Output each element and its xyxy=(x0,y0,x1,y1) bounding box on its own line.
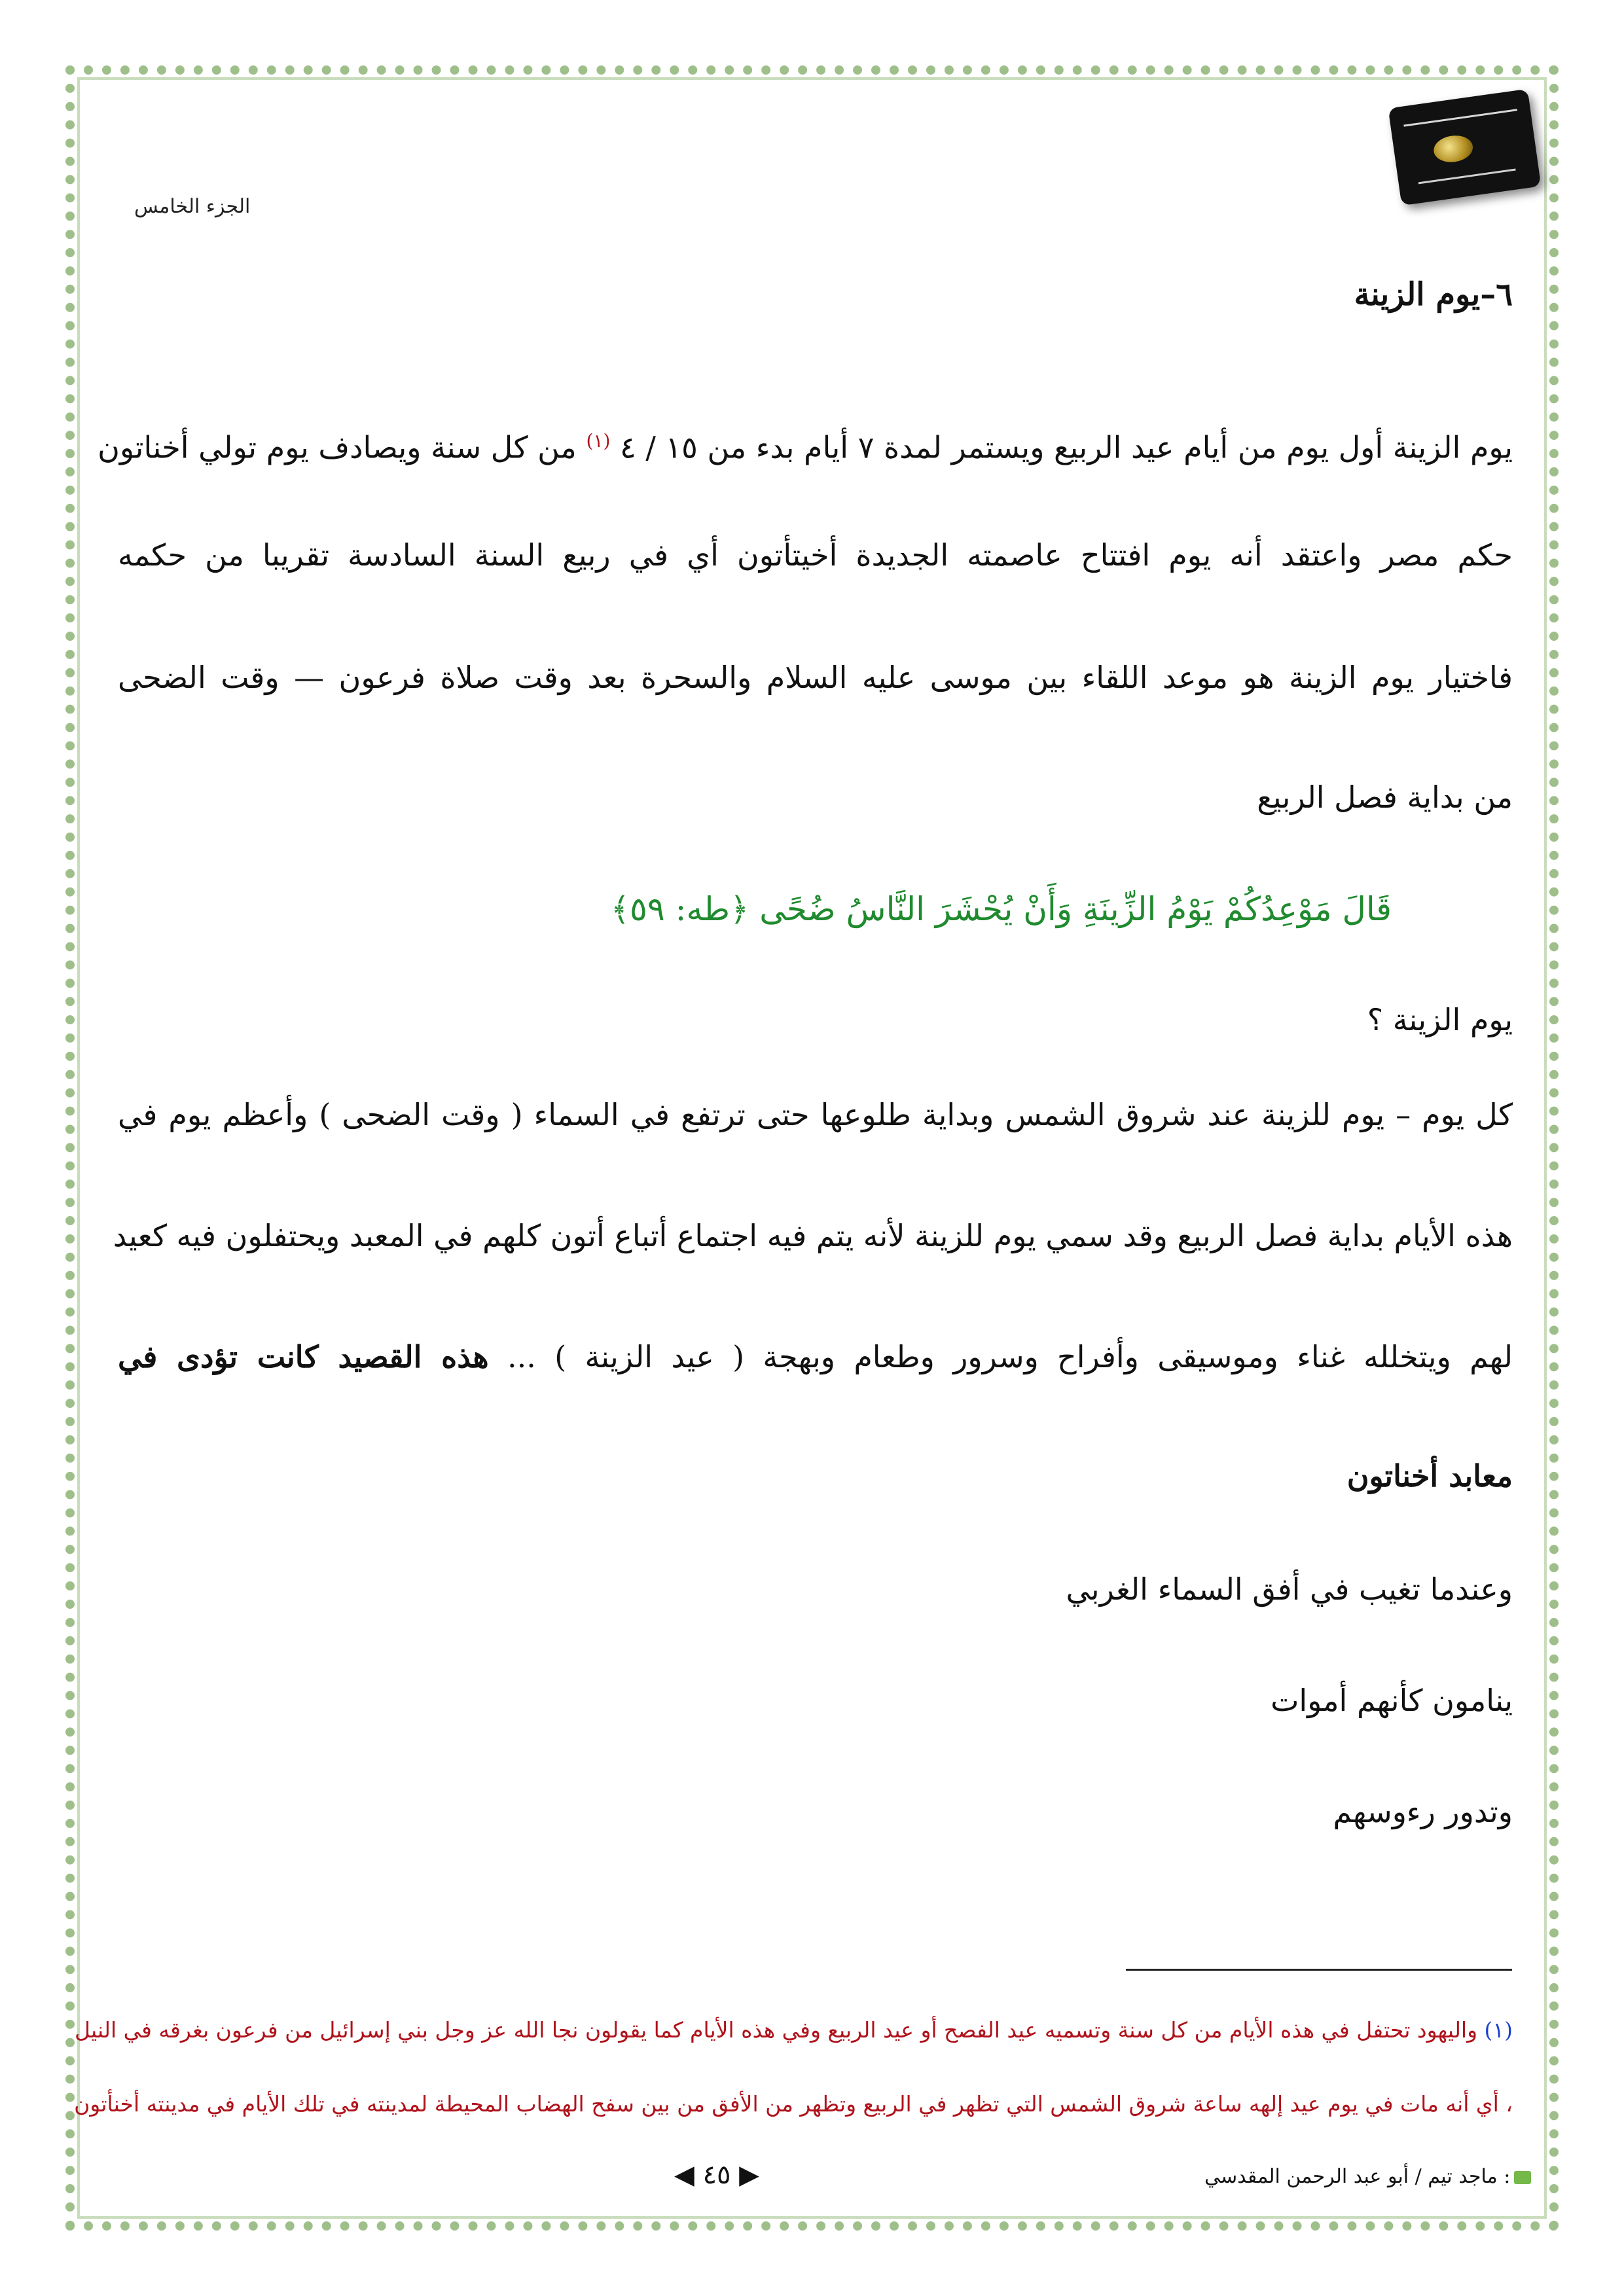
body-line-4: من بداية فصل الربيع xyxy=(1257,780,1513,815)
part-label: الجزء الخامس xyxy=(134,195,251,218)
poem-line-3: وتدور رءوسهم xyxy=(1333,1794,1513,1829)
poem-line-2: ينامون كأنهم أموات xyxy=(1271,1683,1513,1718)
section-title: ٦–يوم الزينة xyxy=(1354,276,1513,313)
footnote-separator xyxy=(1126,1969,1512,1971)
footnote-line-1: (١) واليهود تحتفل في هذه الأيام من كل سنة وتسميه عيد الفصح أو عيد الربيع وفي هذه الأيام كما يقولون نجا الله عز وجل بني إسرائيل من فرعون بغرقه في النيل xyxy=(75,2017,1513,2043)
logo-calligraphy-top xyxy=(1403,102,1517,126)
body-line-3: فاختيار يوم الزينة هو موعد اللقاء بين موسى عليه السلام والسحرة بعد وقت صلاة فرعون — وقت الضحى xyxy=(118,660,1513,695)
question-line: يوم الزينة ؟ xyxy=(1367,1002,1513,1037)
page-border xyxy=(65,65,1559,2231)
para2-line-2: هذه الأيام بداية فصل الربيع وقد سمي يوم للزينة لأنه يتم فيه اجتماع أتباع أتون كلهم في المعبد ويحتفلون فيه كعيد xyxy=(113,1218,1513,1253)
logo-emblem-icon xyxy=(1432,133,1475,164)
footnote-line-2: ، أي أنه مات في يوم عيد إلهه ساعة شروق الشمس التي تظهر في الربيع وتظهر من الأفق من بين سفح الهضاب المحيطة لمدينته في تلك الأيام في مدينته أخنأتون xyxy=(74,2091,1513,2117)
body-line-1: يوم الزينة أول يوم من أيام عيد الربيع ويستمر لمدة ٧ أيام بدء من ١٥ / ٤ $^{(١)}$ من كل سنة ويصادف يوم تولي أخناتون xyxy=(98,429,1513,465)
quran-verse: قَالَ مَوْعِدُكُمْ يَوْمُ الزِّينَةِ وَأَنْ يُحْشَرَ النَّاسُ ضُحًى ﴿طه: ٥٩﴾ xyxy=(610,890,1392,928)
para2-bold-phrase: هذه القصيد كانت تؤدى في xyxy=(118,1339,489,1374)
body-line-2: حكم مصر واعتقد أنه يوم افتتاح عاصمته الجديدة أخيتأتون أي في ربيع السنة السادسة تقريبا من حكمه xyxy=(118,537,1513,573)
para2-line-1: كل يوم – يوم للزينة عند شروق الشمس وبداية طلوعها حتى ترتفع في السماء ( وقت الضحى ) وأعظم يوم في xyxy=(118,1097,1513,1132)
para2-line-3: لهم ويتخلله غناء وموسيقى وأفراح وسرور وطعام وبهجة ( عيد الزينة ) ... هذه القصيد كانت تؤدى في xyxy=(118,1339,1513,1374)
page-number: ◀ ٤٥ ▶ xyxy=(674,2160,759,2190)
logo-calligraphy-bottom xyxy=(1417,162,1515,185)
footnote-number: (١) xyxy=(1484,2017,1513,2043)
footnote-ref[interactable]: (١) xyxy=(586,430,611,452)
pen-icon xyxy=(1514,2171,1531,2184)
para2-line-4: معابد أخناتون xyxy=(1346,1458,1513,1494)
site-logo xyxy=(1388,89,1542,206)
author-credit: : ماجد تيم / أبو عبد الرحمن المقدسي xyxy=(1204,2165,1531,2188)
poem-line-1: وعندما تغيب في أفق السماء الغربي xyxy=(1066,1571,1513,1607)
